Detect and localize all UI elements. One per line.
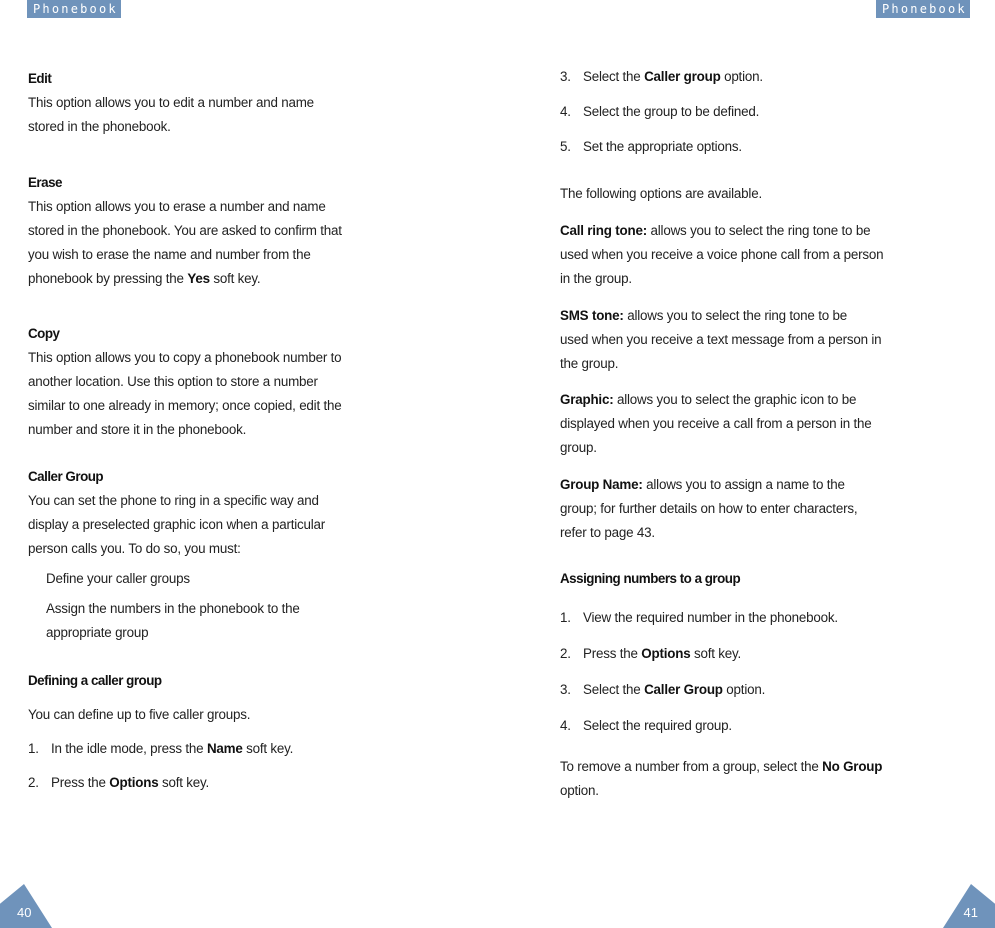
erase-text-line: you wish to erase the name and number from the bbox=[28, 247, 311, 262]
sms-tone-label: SMS tone: bbox=[560, 308, 624, 323]
option-text: allows you to select the ring tone to be bbox=[647, 223, 871, 238]
option-call-ring-tone bbox=[560, 219, 970, 291]
option-text-line: group. bbox=[560, 440, 597, 455]
page-number-right: 41 bbox=[963, 905, 978, 920]
section-edit bbox=[28, 67, 438, 139]
step-text: Select the group to be defined. bbox=[583, 104, 760, 119]
list-item bbox=[28, 737, 438, 761]
heading-edit: Edit bbox=[28, 71, 52, 86]
edit-text-line: This option allows you to edit a number and name bbox=[28, 95, 314, 110]
option-text-line: refer to page 43. bbox=[560, 525, 655, 540]
step-text: Select the bbox=[583, 69, 645, 84]
option-graphic bbox=[560, 388, 970, 460]
section-defining-caller-group bbox=[28, 669, 438, 795]
yes-key-label: Yes bbox=[187, 271, 210, 286]
option-text: allows you to select the graphic icon to be bbox=[613, 392, 857, 407]
header-title-left: Phonebook bbox=[27, 0, 121, 18]
option-text-line: displayed when you receive a call from a person in the bbox=[560, 416, 872, 431]
list-item bbox=[560, 65, 970, 89]
section-remove-number bbox=[560, 755, 970, 803]
copy-text-line: number and store it in the phonebook. bbox=[28, 422, 247, 437]
option-text: allows you to select the ring tone to be bbox=[623, 308, 847, 323]
section-copy bbox=[28, 322, 438, 442]
page-number-left: 40 bbox=[17, 905, 32, 920]
erase-text: phonebook by pressing the bbox=[28, 271, 188, 286]
remove-text: To remove a number from a group, select the bbox=[560, 759, 823, 774]
step-number: 1. bbox=[28, 741, 39, 756]
option-text: allows you to assign a name to the bbox=[642, 477, 845, 492]
step-number: 2. bbox=[560, 646, 571, 661]
caller-group-text-line: person calls you. To do so, you must: bbox=[28, 541, 241, 556]
step-text: View the required number in the phonebook. bbox=[583, 610, 838, 625]
group-name-label: Group Name: bbox=[560, 477, 643, 492]
step-number: 3. bbox=[560, 69, 571, 84]
heading-erase: Erase bbox=[28, 175, 62, 190]
caller-group-option-label: Caller group bbox=[644, 69, 721, 84]
step-text: Press the bbox=[51, 775, 110, 790]
list-item: Assign the numbers in the phonebook to the bbox=[46, 601, 300, 616]
list-item bbox=[560, 606, 970, 630]
list-item bbox=[560, 678, 970, 702]
list-item bbox=[560, 642, 970, 666]
call-ring-tone-label: Call ring tone: bbox=[560, 223, 648, 238]
step-text: Set the appropriate options. bbox=[583, 139, 742, 154]
no-group-option-label: No Group bbox=[822, 759, 883, 774]
list-item bbox=[560, 714, 970, 738]
remove-text-line: option. bbox=[560, 783, 599, 798]
option-sms-tone bbox=[560, 304, 970, 376]
section-steps-continued bbox=[560, 65, 970, 159]
caller-group-option-label: Caller Group bbox=[644, 682, 723, 697]
option-text-line: in the group. bbox=[560, 271, 632, 286]
list-item: Define your caller groups bbox=[46, 571, 190, 586]
option-group-name bbox=[560, 473, 970, 545]
step-number: 1. bbox=[560, 610, 571, 625]
step-text: option. bbox=[720, 69, 763, 84]
step-text: In the idle mode, press the bbox=[51, 741, 207, 756]
copy-text-line: This option allows you to copy a phonebook number to bbox=[28, 350, 342, 365]
step-text: soft key. bbox=[158, 775, 210, 790]
step-number: 2. bbox=[28, 775, 39, 790]
section-erase bbox=[28, 171, 438, 291]
options-intro bbox=[560, 182, 970, 206]
caller-group-text-line: You can set the phone to ring in a specific way and bbox=[28, 493, 319, 508]
step-text: soft key. bbox=[690, 646, 742, 661]
list-item bbox=[560, 100, 970, 124]
heading-copy: Copy bbox=[28, 326, 60, 341]
options-intro-text: The following options are available. bbox=[560, 186, 762, 201]
step-number: 5. bbox=[560, 139, 571, 154]
step-number: 3. bbox=[560, 682, 571, 697]
option-text-line: used when you receive a voice phone call from a person bbox=[560, 247, 884, 262]
option-text-line: the group. bbox=[560, 356, 619, 371]
graphic-label: Graphic: bbox=[560, 392, 614, 407]
header-title-right: Phonebook bbox=[876, 0, 970, 18]
option-text-line: used when you receive a text message from a person in bbox=[560, 332, 882, 347]
step-number: 4. bbox=[560, 104, 571, 119]
heading-defining-caller-group: Defining a caller group bbox=[28, 673, 162, 688]
defining-intro: You can define up to five caller groups. bbox=[28, 707, 251, 722]
erase-text-line bbox=[28, 267, 438, 291]
copy-text-line: similar to one already in memory; once copied, edit the bbox=[28, 398, 342, 413]
step-text: option. bbox=[722, 682, 766, 697]
caller-group-text-line: display a preselected graphic icon when a particular bbox=[28, 517, 326, 532]
step-text: soft key. bbox=[242, 741, 294, 756]
name-key-label: Name bbox=[206, 741, 243, 756]
step-number: 4. bbox=[560, 718, 571, 733]
heading-assigning-numbers: Assigning numbers to a group bbox=[560, 571, 741, 586]
step-text: Press the bbox=[583, 646, 642, 661]
copy-text-line: another location. Use this option to store a number bbox=[28, 374, 318, 389]
edit-text-line: stored in the phonebook. bbox=[28, 119, 171, 134]
step-text: Select the required group. bbox=[583, 718, 732, 733]
section-caller-group bbox=[28, 465, 438, 645]
step-text: Select the bbox=[583, 682, 645, 697]
list-item bbox=[28, 771, 438, 795]
option-text-line: group; for further details on how to enter characters, bbox=[560, 501, 858, 516]
list-item: appropriate group bbox=[46, 625, 149, 640]
section-assigning-numbers bbox=[560, 567, 970, 738]
heading-caller-group: Caller Group bbox=[28, 469, 104, 484]
erase-text-line: stored in the phonebook. You are asked to confirm that bbox=[28, 223, 342, 238]
list-item bbox=[560, 135, 970, 159]
erase-text-line: This option allows you to erase a number and name bbox=[28, 199, 326, 214]
options-key-label: Options bbox=[109, 775, 159, 790]
options-key-label: Options bbox=[641, 646, 691, 661]
erase-text: soft key. bbox=[209, 271, 261, 286]
